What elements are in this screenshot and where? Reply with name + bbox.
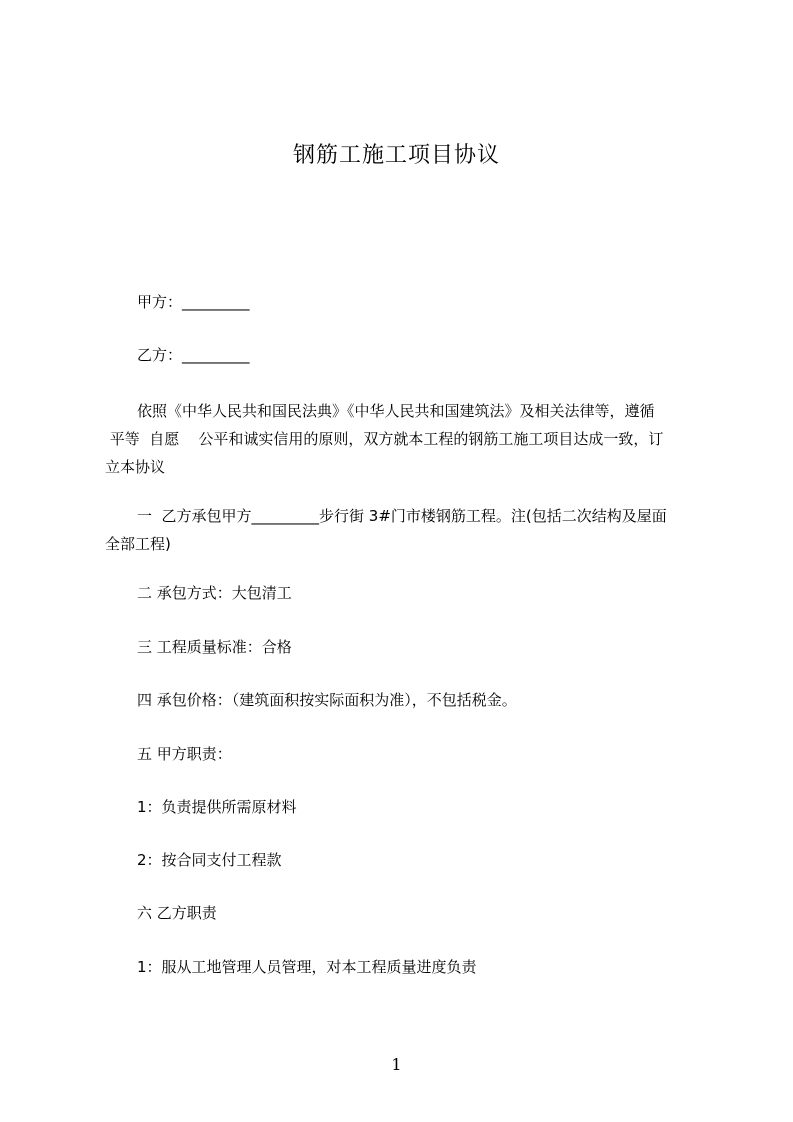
clause-5-item-1: 1：负责提供所需原材料 bbox=[137, 798, 297, 816]
clause-5: 五 甲方职责： bbox=[137, 745, 232, 763]
intro-line-1: 依照《中华人民共和国民法典》《中华人民共和国建筑法》及相关法律等，遵循 bbox=[137, 402, 655, 420]
clause-3: 三 工程质量标准：合格 bbox=[137, 638, 292, 656]
party-a-line: 甲方：_________ bbox=[137, 293, 250, 311]
intro-line-3: 立本协议 bbox=[105, 458, 166, 476]
page-number: 1 bbox=[391, 1055, 402, 1074]
intro-line-2: 平等 自愿 公平和诚实信用的原则，双方就本工程的钢筋工施工项目达成一致，订 bbox=[105, 430, 664, 448]
clause-1-line-1: 一 乙方承包甲方_________步行街 3#门市楼钢筋工程。注(包括二次结构及屋面 bbox=[137, 507, 667, 525]
clause-5-item-2: 2：按合同支付工程款 bbox=[137, 851, 282, 869]
clause-6-item-1: 1：服从工地管理人员管理，对本工程质量进度负责 bbox=[137, 958, 477, 976]
intro-paragraph bbox=[105, 397, 705, 481]
clause-4: 四 承包价格：（建筑面积按实际面积为准），不包括税金。 bbox=[137, 691, 517, 709]
document-title: 钢筋工施工项目协议 bbox=[292, 143, 500, 168]
clause-1-paragraph bbox=[105, 502, 705, 558]
clause-1-line-2: 全部工程) bbox=[105, 535, 171, 553]
party-b-line: 乙方：_________ bbox=[137, 346, 250, 364]
clause-6: 六 乙方职责 bbox=[137, 904, 217, 922]
clause-2: 二 承包方式：大包清工 bbox=[137, 584, 292, 602]
